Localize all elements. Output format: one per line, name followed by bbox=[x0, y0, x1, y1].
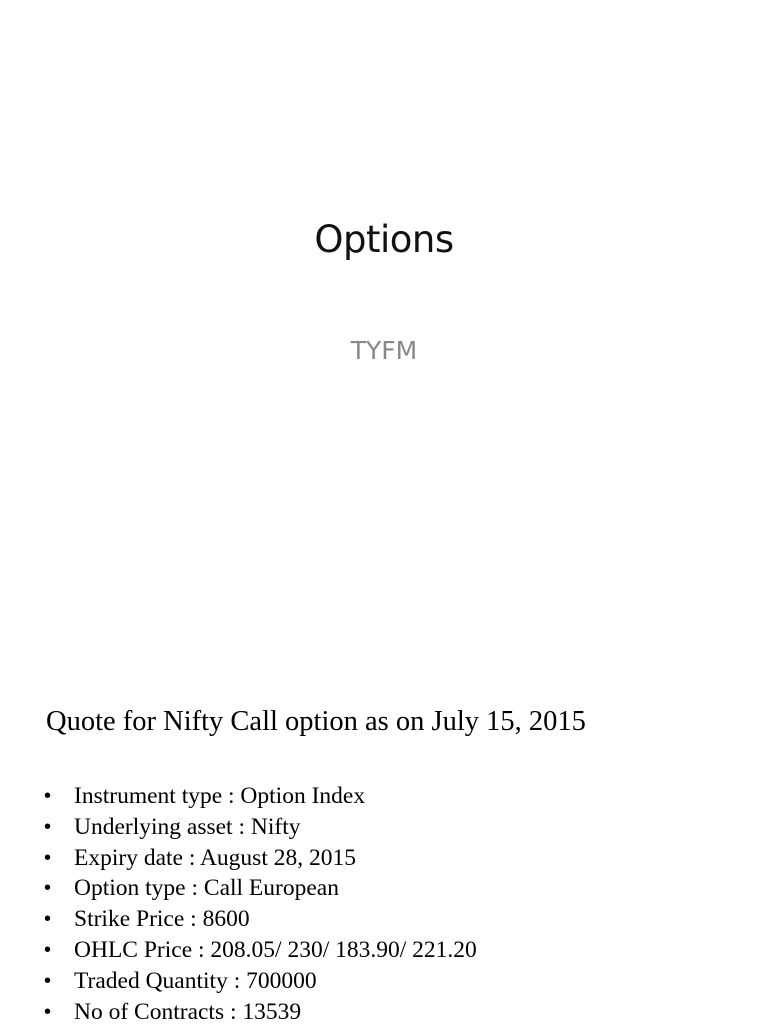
bullet-icon: • bbox=[44, 846, 52, 869]
slide-subtitle: TYFM bbox=[350, 336, 418, 365]
list-item-text: Option type : Call European bbox=[74, 875, 339, 902]
list-item-text: OHLC Price : 208.05/ 230/ 183.90/ 221.20 bbox=[74, 936, 477, 963]
option-details-list bbox=[44, 781, 477, 1027]
list-item-ohlc-price bbox=[44, 935, 477, 966]
quote-heading: Quote for Nifty Call option as on July 15, 2015 bbox=[46, 706, 586, 737]
list-item-option-type bbox=[44, 873, 477, 904]
list-item-text: Strike Price : 8600 bbox=[74, 906, 250, 933]
bullet-icon: • bbox=[44, 815, 52, 838]
list-item-text: No of Contracts : 13539 bbox=[74, 998, 302, 1025]
list-item-text: Traded Quantity : 700000 bbox=[74, 967, 317, 994]
bullet-icon: • bbox=[44, 908, 52, 931]
bullet-icon: • bbox=[44, 877, 52, 900]
bullet-icon: • bbox=[44, 1000, 52, 1023]
list-item-text: Instrument type : Option Index bbox=[74, 783, 366, 809]
list-item-traded-quantity bbox=[44, 966, 477, 997]
list-item-strike-price bbox=[44, 904, 477, 935]
quote-slide bbox=[0, 576, 768, 1024]
list-item-text: Expiry date : August 28, 2015 bbox=[74, 844, 356, 871]
list-item-text: Underlying asset : Nifty bbox=[74, 813, 301, 840]
list-item-underlying-asset bbox=[44, 812, 477, 843]
bullet-icon: • bbox=[44, 969, 52, 992]
list-item-instrument-type bbox=[44, 781, 477, 812]
list-item-expiry-date bbox=[44, 843, 477, 874]
slide-title: Options bbox=[314, 218, 454, 261]
bullet-icon: • bbox=[44, 785, 52, 807]
bullet-icon: • bbox=[44, 938, 52, 961]
list-item-contracts bbox=[44, 997, 477, 1027]
